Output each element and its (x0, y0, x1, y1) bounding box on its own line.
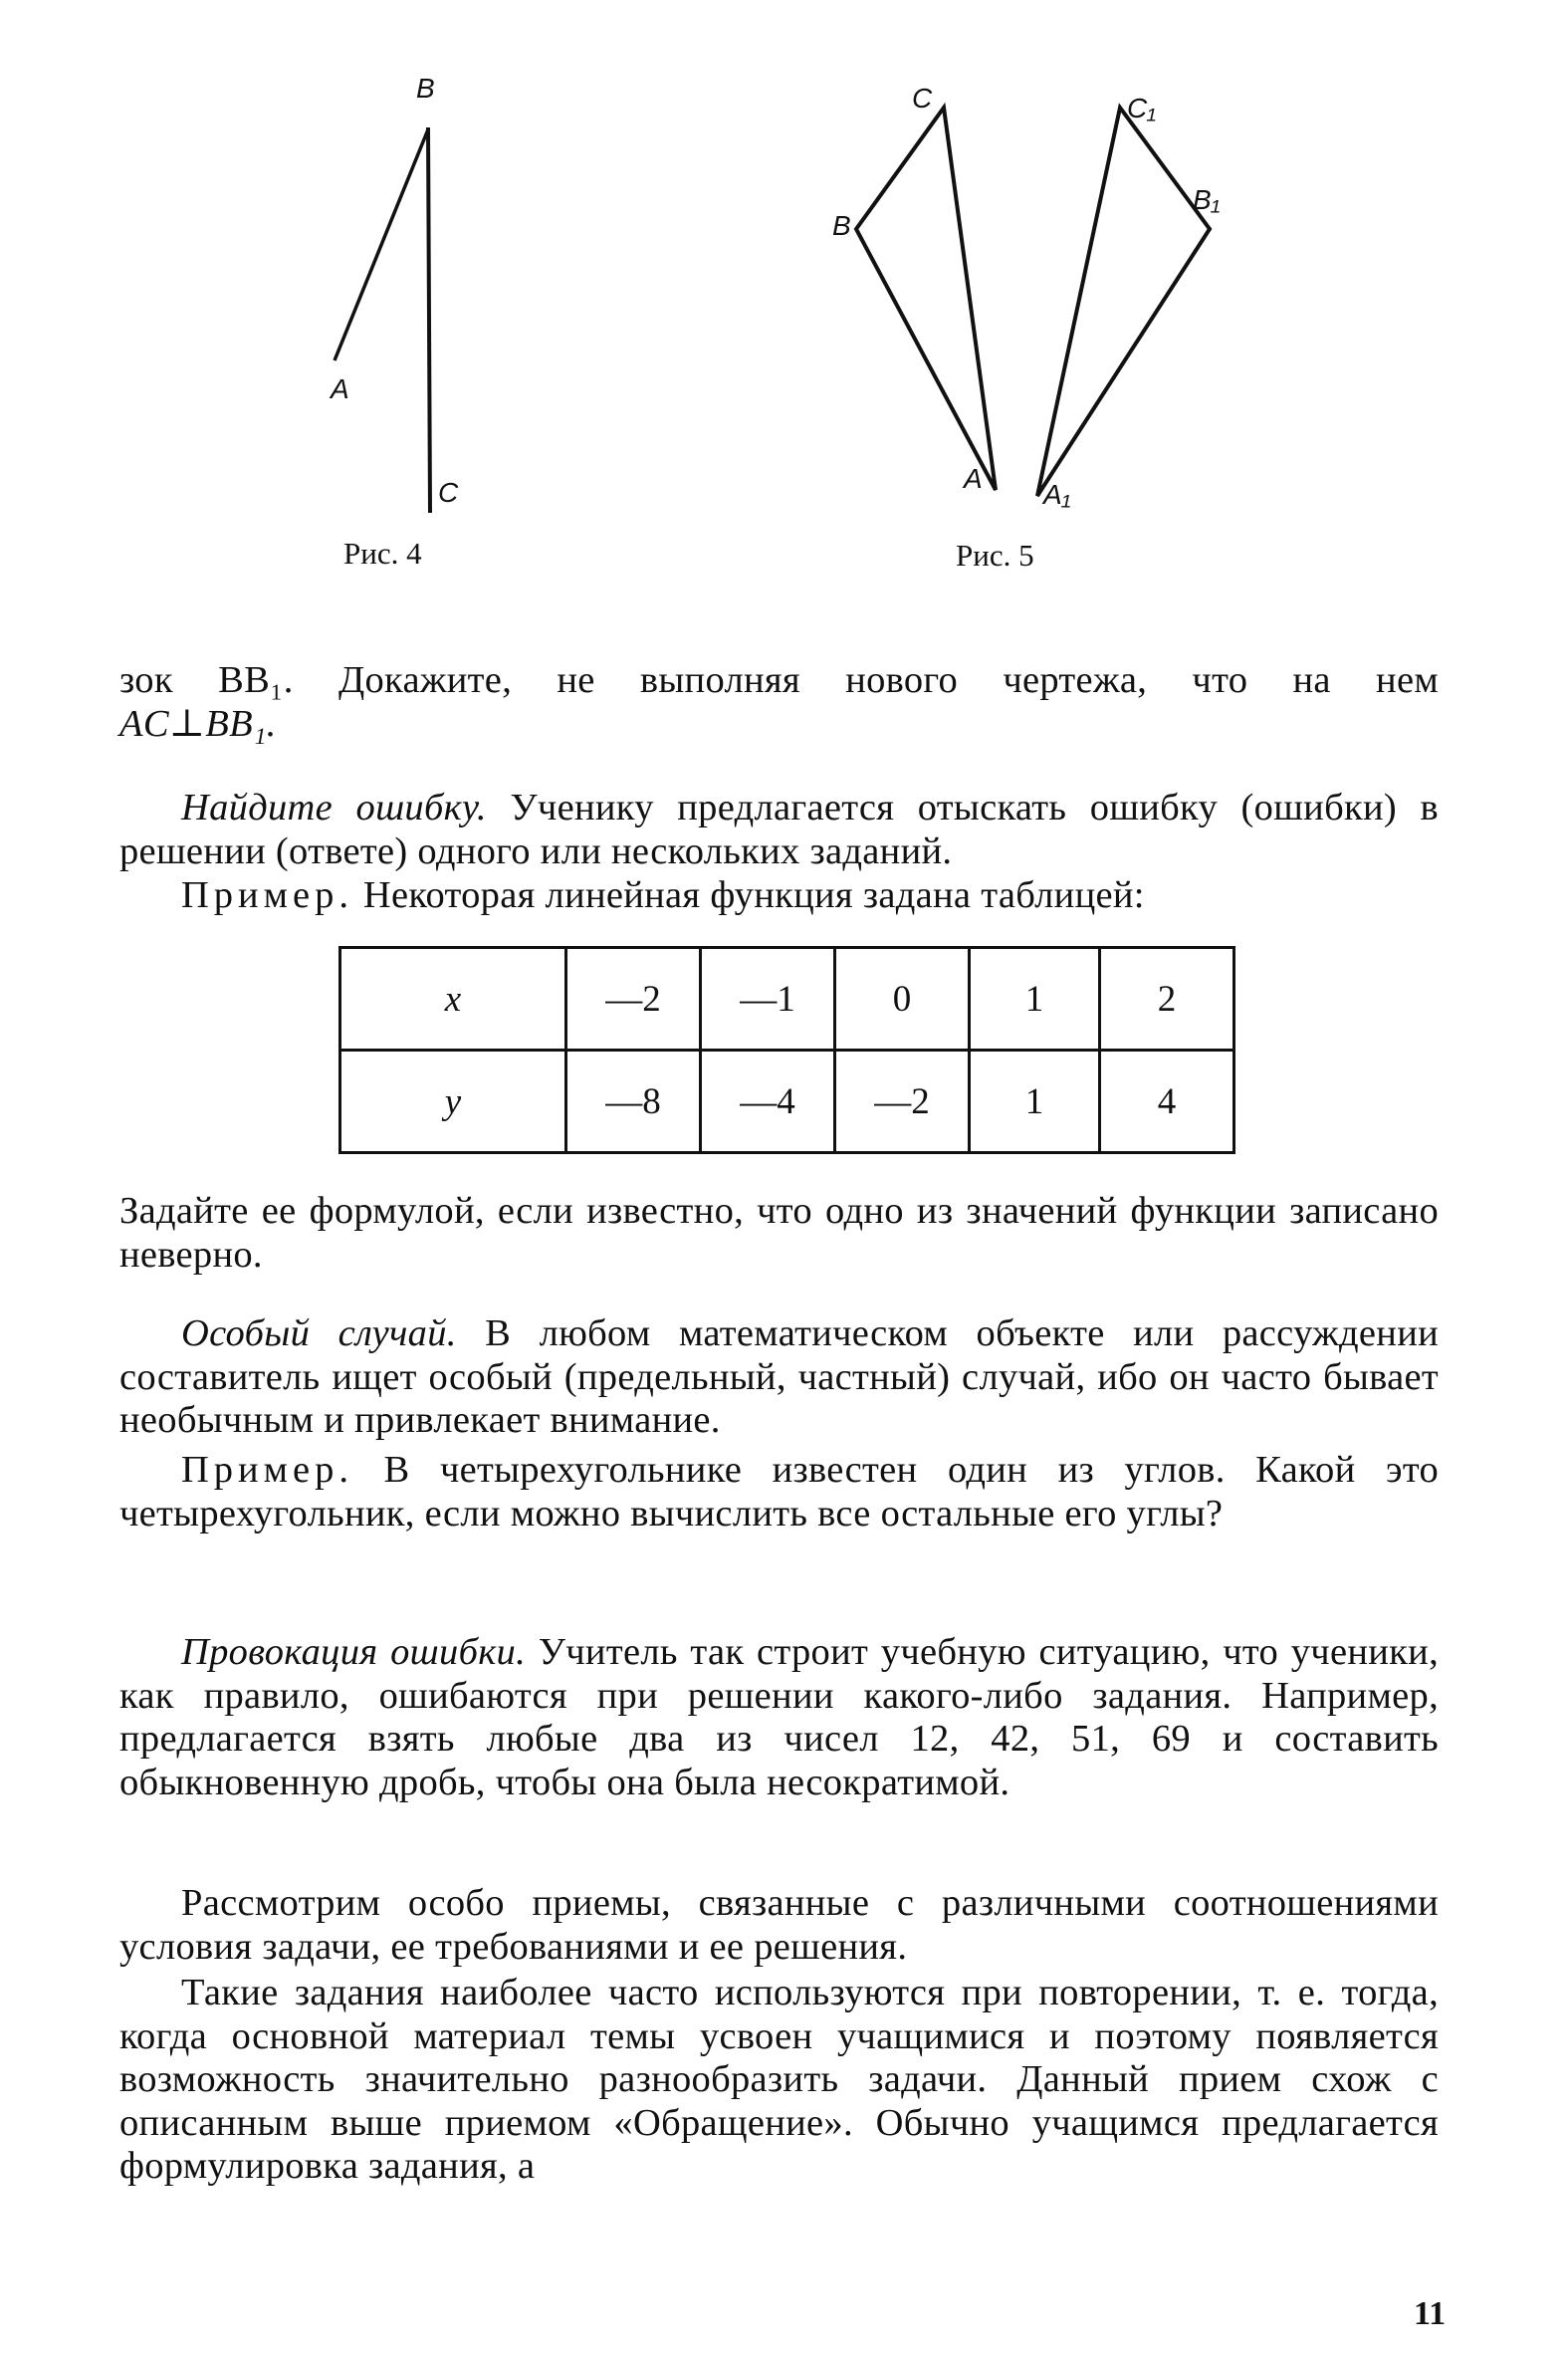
continuation-line-1: зок BB₁. Докажите, не выполняя нового чертежа, что на нем (119, 659, 1439, 701)
paragraph-provocation (119, 1631, 1439, 1804)
table-cell: —1 (701, 948, 835, 1051)
paragraph-such-tasks: Такие задания наиболее часто используются при повторении, т. е. тогда, когда основной материал темы усвоен учащимися и поэтому появляется возможность значительно разнообразить задачи. Данный прием схож с описанным выше приемом «Обращение». Обычно учащимся предлагается формулировка задания, а (119, 1972, 1439, 2187)
figure-4 (299, 70, 498, 538)
paragraph-consider: Рассмотрим особо приемы, связанные с различными соотношениями условия задачи, ее требованиями и ее решения. (119, 1882, 1439, 1968)
continuation-line-2: AC⊥BB₁. (119, 702, 277, 745)
find-error-text: Ученику предлагается отыскать ошибку (ошибки) в решении (ответе) одного или нескольких заданий. (119, 787, 1439, 872)
table-row-x (340, 948, 1234, 1051)
paragraph-find-error (119, 787, 1439, 873)
function-table (338, 946, 1235, 1154)
example-2-text: В четырехугольнике известен один из углов. Какой это четырехугольник, если можно вычислить все остальные его углы? (119, 1449, 1439, 1535)
special-case-title: Особый случай. (181, 1312, 457, 1354)
table-cell: 4 (1100, 1051, 1234, 1153)
fig5-label-b: B (832, 210, 851, 241)
fig5-label-b1: B₁ (1193, 184, 1221, 215)
fig4-label-c: C (438, 477, 459, 508)
table-cell: 2 (1100, 948, 1234, 1051)
table-cell: —2 (566, 948, 701, 1051)
table-cell: —4 (701, 1051, 835, 1153)
fig5-caption: Рис. 5 (956, 538, 1034, 573)
table-cell: 1 (970, 948, 1100, 1051)
provocation-text: Учитель так строит учебную ситуацию, что ученики, как правило, ошибаются при решении какого-либо задания. Например, предлагается взять любые два из чисел 12, 42, 51, 69 и составить обыкновенную дробь, чтобы она была несократимой. (119, 1631, 1439, 1803)
segment-bc (428, 127, 430, 513)
fig4-label-a: A (331, 373, 349, 404)
find-error-title: Найдите ошибку. (181, 787, 487, 828)
paragraph-continuation (119, 659, 1439, 746)
table-row-y (340, 1051, 1234, 1153)
page-number: 11 (1414, 2295, 1447, 2332)
special-case-text: В любом математическом объекте или рассуждении составитель ищет особый (предельный, частный) случай, ибо он часто бывает необычным и привлекает внимание. (119, 1312, 1439, 1441)
example-1-label: Пример. (181, 874, 353, 916)
table-head-y: y (340, 1051, 566, 1153)
fig4-caption: Рис. 4 (343, 536, 422, 571)
triangle-a1b1c1 (1037, 108, 1210, 496)
example-1-text: Некоторая линейная функция задана таблицей: (352, 874, 1145, 916)
fig4-label-b: B (416, 73, 435, 104)
table-cell: 1 (970, 1051, 1100, 1153)
paragraph-example-2 (119, 1449, 1439, 1535)
paragraph-special-case (119, 1312, 1439, 1443)
fig5-label-a1: A₁ (1043, 479, 1071, 510)
segment-ab (335, 129, 428, 360)
paragraph-after-table: Задайте ее формулой, если известно, что одно из значений функции записано неверно. (119, 1190, 1439, 1276)
table-head-x: x (340, 948, 566, 1051)
table-cell: —8 (566, 1051, 701, 1153)
table-cell: —2 (835, 1051, 970, 1153)
triangle-abc (856, 108, 996, 490)
example-2-label: Пример. (181, 1449, 353, 1491)
fig5-label-c1: C₁ (1127, 93, 1157, 123)
provocation-title: Провокация ошибки. (181, 1631, 527, 1673)
table-cell: 0 (835, 948, 970, 1051)
figure-5 (816, 70, 1234, 528)
paragraph-example-1 (119, 874, 1439, 918)
fig5-label-c: C (912, 83, 933, 114)
fig5-label-a: A (964, 463, 983, 494)
